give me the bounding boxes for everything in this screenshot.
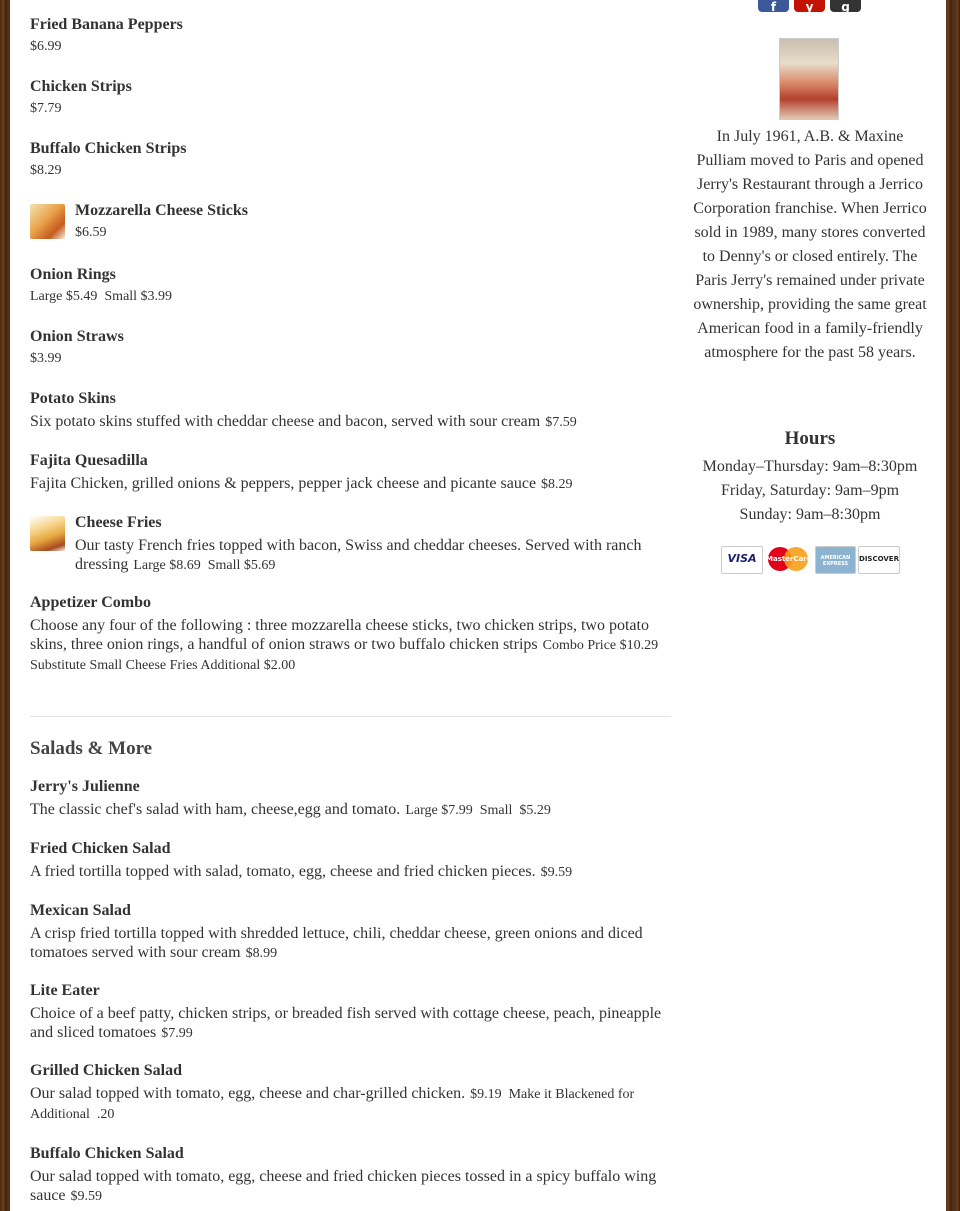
hours-line: Monday–Thursday: 9am–8:30pm (702, 458, 918, 475)
menu-item (30, 1144, 671, 1206)
item-description: The classic chef's salad with ham, cheese,egg and tomato. (30, 801, 401, 818)
menu-item (30, 451, 671, 494)
item-description: Choose any four of the following : three mozzarella cheese sticks, two chicken strips, two potato skins, three onion rings, a handful of onion straws or two buffalo chicken strips (30, 617, 649, 653)
item-name: Mozzarella Cheese Sticks (75, 202, 248, 219)
item-price: $8.99 (245, 946, 278, 961)
page (10, 0, 946, 1211)
item-name: Buffalo Chicken Strips (30, 140, 187, 157)
item-description: Six potato skins stuffed with cheddar cheese and bacon, served with sour cream (30, 413, 541, 430)
cheese-fries-thumbnail[interactable] (30, 516, 65, 551)
item-description: Our salad topped with tomato, egg, cheese and char-grilled chicken. (30, 1085, 466, 1102)
item-description: Our salad topped with tomato, egg, cheese and fried chicken pieces tossed in a spicy buffalo wing sauce (30, 1168, 657, 1204)
item-description: Fajita Chicken, grilled onions & peppers, pepper jack cheese and picante sauce (30, 475, 537, 492)
founders-photo (779, 38, 839, 120)
item-description: Choice of a beef patty, chicken strips, or breaded fish served with cottage cheese, peach, pineapple and sliced tomatoes (30, 1005, 662, 1041)
item-name: Lite Eater (30, 982, 100, 999)
item-price: $6.59 (75, 225, 107, 240)
item-description: A crisp fried tortilla topped with shredded lettuce, chili, cheddar cheese, green onions and diced tomatoes served with sour cream (30, 925, 643, 961)
item-price: Combo Price $10.29 (542, 638, 659, 653)
item-price: $3.99 (30, 351, 62, 366)
visa-card-icon: VISA (721, 546, 763, 574)
item-name: Cheese Fries (75, 514, 162, 531)
item-price: Large $5.49 Small $3.99 (30, 289, 173, 304)
item-name: Fajita Quesadilla (30, 452, 148, 469)
item-name: Chicken Strips (30, 78, 132, 95)
section-divider (30, 716, 671, 717)
item-note: Substitute Small Cheese Fries Additional $2.00 (30, 658, 296, 673)
history-text: In July 1961, A.B. & Maxine Pulliam moved to Paris and opened Jerry's Restaurant through a Jerrico Corporation franchise. When Jerrico sold in 1989, many stores converted to Denny's or closed entirely. The Paris Jerry's remained under private ownership, providing the same great American food in a family-friendly atmosphere for the past 58 years. (693, 128, 927, 361)
item-name: Onion Rings (30, 266, 116, 283)
yelp-icon[interactable]: y (794, 0, 825, 12)
item-price: $7.99 (161, 1026, 193, 1041)
menu-item (30, 15, 183, 56)
google-icon[interactable]: g (830, 0, 861, 12)
item-name: Mexican Salad (30, 902, 131, 919)
item-price: Large $8.69 Small $5.69 (133, 558, 276, 573)
mozzarella-sticks-thumbnail[interactable] (30, 204, 65, 239)
hours-title: Hours (784, 428, 836, 449)
item-price: $8.29 (541, 477, 573, 492)
item-name: Fried Banana Peppers (30, 16, 183, 33)
item-name: Appetizer Combo (30, 594, 152, 611)
item-name: Grilled Chicken Salad (30, 1062, 183, 1079)
menu-item (30, 593, 671, 675)
menu-item (75, 513, 671, 575)
menu-item (30, 777, 671, 820)
item-description: Our tasty French fries topped with bacon, Swiss and cheddar cheeses. Served with ranch dressing (75, 537, 642, 573)
item-price: $9.59 (540, 865, 573, 880)
menu-item (75, 201, 248, 242)
menu-item (30, 389, 671, 432)
discover-card-icon: DISCOVER (858, 546, 900, 574)
hours-line: Friday, Saturday: 9am–9pm (720, 482, 900, 499)
item-price: $7.79 (30, 101, 62, 116)
menu-item (30, 901, 671, 963)
item-name: Potato Skins (30, 390, 116, 407)
menu-item (30, 139, 186, 180)
item-price: $8.29 (30, 163, 62, 178)
item-price: Large $7.99 Small $5.29 (405, 803, 551, 818)
item-name: Buffalo Chicken Salad (30, 1145, 184, 1162)
mastercard-card-icon: MasterCard (766, 546, 810, 572)
item-price: $6.99 (30, 39, 62, 54)
item-description: A fried tortilla topped with salad, tomato, egg, cheese and fried chicken pieces. (30, 863, 536, 880)
menu-item (30, 1061, 671, 1124)
item-name: Onion Straws (30, 328, 124, 345)
item-name: Fried Chicken Salad (30, 840, 171, 857)
amex-card-icon: AMERICAN EXPRESS (815, 546, 856, 574)
item-price: $9.59 (70, 1189, 103, 1204)
item-price: $9.19 Make it Blackened for Additional .20 (30, 1087, 637, 1122)
menu-item (30, 265, 172, 306)
hours-line: Sunday: 9am–8:30pm (739, 506, 881, 523)
menu-item (30, 327, 124, 368)
menu-item (30, 981, 671, 1043)
section-title: Salads & More (30, 738, 153, 759)
menu-item (30, 77, 132, 118)
facebook-icon[interactable]: f (758, 0, 789, 12)
menu-item (30, 839, 671, 882)
item-name: Jerry's Julienne (30, 778, 140, 795)
item-price: $7.59 (545, 415, 577, 430)
